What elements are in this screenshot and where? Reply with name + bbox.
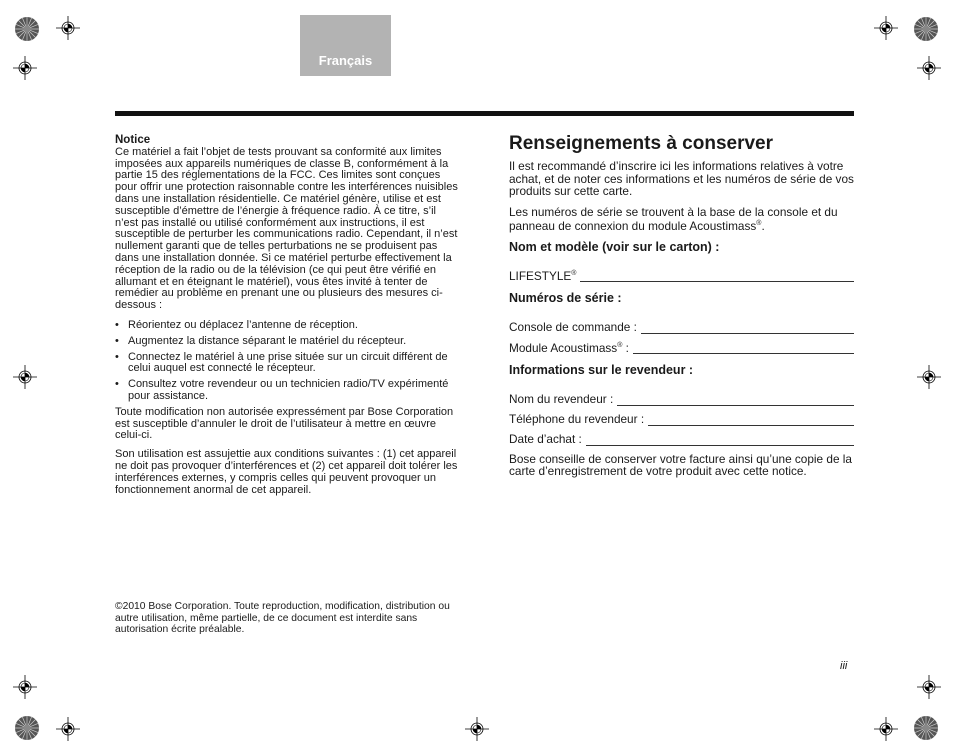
- registration-mark-icon: [463, 715, 491, 743]
- records-title: Renseignements à conserver: [509, 133, 774, 154]
- dealer-name-label: Nom du revendeur :: [509, 392, 614, 407]
- registered-mark: ®: [571, 269, 577, 277]
- registration-mark-icon: [872, 715, 900, 743]
- dealer-heading: Informations sur le revendeur :: [509, 363, 694, 378]
- notice-paragraph-1: Ce matériel a fait l’objet de tests prouvant sa conformité aux limites imposées aux appareils numériques de classe B, conformément à la partie 15 des réglementations de la FCC. Ces limites sont conçues pour offrir une protection raisonnable contre les interférences nuisibles dans une installation résidentielle. Ce matériel génère, utilise et est susceptible d’émettre de l’énergie à fréquence radio. À ce titre, s’il n’est pas installé ou utilisé conformément aux instructions, il est susceptible de perturber les communications radio. Cependant, il n’est nullement garanti que de telles perturbations ne se produisent pas dans une installation donnée. Si ce matériel perturbe effectivement la réception de la radio ou de la télévision (ce qui peut être vérifié en allumant et en éteignant le matériel), vous êtes invité à tenter de remédier au problème en prenant une ou plusieurs des mesures ci-dessous :: [115, 145, 458, 312]
- header-rule: [115, 111, 854, 116]
- registration-mark-icon: [11, 673, 39, 701]
- console-serial-field[interactable]: [509, 315, 854, 334]
- console-serial-input-line[interactable]: [641, 321, 854, 334]
- registration-mark-icon: [872, 14, 900, 42]
- color-wheel-icon: [913, 16, 939, 42]
- lifestyle-field[interactable]: [509, 263, 854, 282]
- list-item: • Connectez le matériel à une prise située sur un circuit différent de celui auquel est connecté le récepteur.: [128, 352, 460, 376]
- records-intro-2-text: Les numéros de série se trouvent à la base de la console et du panneau de connexion du module Acoustimass: [509, 204, 838, 234]
- dealer-name-input-line[interactable]: [617, 393, 854, 406]
- module-serial-input-line[interactable]: [633, 341, 854, 354]
- notice-title: Notice: [115, 134, 151, 146]
- lifestyle-input-line[interactable]: [580, 269, 854, 282]
- dealer-phone-label: Téléphone du revendeur :: [509, 412, 645, 427]
- module-serial-field[interactable]: [509, 335, 854, 354]
- registered-mark: ®: [756, 220, 762, 228]
- page-number: iii: [840, 660, 848, 672]
- notice-paragraph-2: Toute modification non autorisée expressément par Bose Corporation est susceptible d’annuler le droit de l’utilisateur à mettre en œuvre celui-ci.: [115, 405, 454, 442]
- notice-paragraph-3: Son utilisation est assujettie aux conditions suivantes : (1) cet appareil ne doit pas provoquer d’interférences et (2) cet appareil doit tolérer les interférences externes, y compris celles qui peuvent provoquer un fonctionnement anormal de cet appareil.: [115, 448, 458, 496]
- lifestyle-label-text: LIFESTYLE: [509, 268, 572, 283]
- purchase-date-label: Date d’achat :: [509, 432, 582, 447]
- registration-mark-icon: [915, 673, 943, 701]
- color-wheel-icon: [14, 16, 40, 42]
- records-intro-1: Il est recommandé d’inscrire ici les informations relatives à votre achat, et de noter ces informations et les numéros de série de vos produits sur cette carte.: [509, 159, 854, 199]
- purchase-date-field[interactable]: [509, 427, 854, 446]
- list-item: • Consultez votre revendeur ou un technicien radio/TV expérimenté pour assistance.: [128, 379, 460, 403]
- language-tab: [300, 15, 391, 76]
- registration-mark-icon: [915, 54, 943, 82]
- color-wheel-icon: [14, 715, 40, 741]
- dealer-name-field[interactable]: [509, 387, 854, 406]
- records-section: [509, 133, 854, 486]
- model-heading: Nom et modèle (voir sur le carton) :: [509, 239, 720, 254]
- purchase-date-input-line[interactable]: [586, 433, 854, 446]
- serial-heading: Numéros de série :: [509, 291, 622, 306]
- list-item: • Augmentez la distance séparant le matériel du récepteur.: [128, 336, 460, 348]
- records-intro-2: [509, 206, 854, 233]
- color-wheel-icon: [913, 715, 939, 741]
- lifestyle-label: [509, 268, 576, 283]
- registration-mark-icon: [54, 14, 82, 42]
- registration-mark-icon: [11, 54, 39, 82]
- copyright-notice: ©2010 Bose Corporation. Toute reproduction, modification, distribution ou autre utilisation, même partielle, de ce document est interdite sans autorisation écrite préalable.: [115, 601, 450, 635]
- module-serial-label-text: Module Acoustimass: [509, 340, 618, 355]
- module-serial-label: [509, 340, 629, 355]
- console-serial-label: Console de commande :: [509, 320, 637, 335]
- dealer-phone-input-line[interactable]: [648, 413, 854, 426]
- registration-mark-icon: [915, 363, 943, 391]
- records-closing: Bose conseille de conserver votre facture ainsi qu’une copie de la carte d’enregistrement de votre produit avec cette notice.: [509, 451, 852, 479]
- module-serial-colon: :: [622, 340, 629, 355]
- registration-mark-icon: [11, 363, 39, 391]
- registered-mark: ®: [617, 341, 623, 349]
- language-tab-label: Français: [318, 53, 373, 68]
- list-item: • Réorientez ou déplacez l’antenne de réception.: [128, 320, 460, 332]
- notice-bullet-list: [115, 320, 460, 403]
- notice-section: [115, 135, 460, 503]
- records-intro-2-end: .: [761, 219, 765, 234]
- registration-mark-icon: [54, 715, 82, 743]
- dealer-phone-field[interactable]: [509, 407, 854, 426]
